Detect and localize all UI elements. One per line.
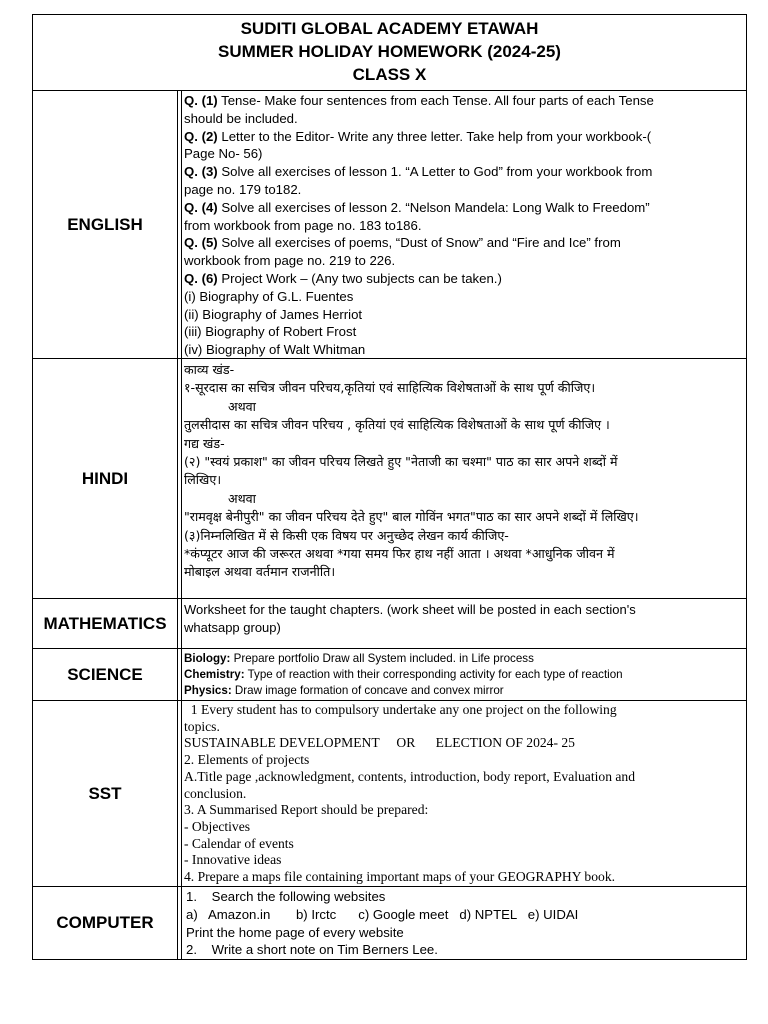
subject-science: SCIENCE <box>33 649 178 700</box>
english-line: page no. 179 to182. <box>184 181 302 197</box>
sst-tasks <box>184 702 742 886</box>
english-line: Q. (3) Solve all exercises of lesson 1. “A Letter to God” from your workbook from <box>184 164 653 180</box>
hindi-line: १-सूरदास का सचित्र जीवन परिचय,कृतियां एवं साहित्यिक विशेषताओं के साथ पूर्ण कीजिए। <box>184 380 596 396</box>
school-name: SUDITI GLOBAL ACADEMY ETAWAH <box>240 19 539 38</box>
subject-english: ENGLISH <box>33 91 178 358</box>
subject-hindi: HINDI <box>33 359 178 598</box>
english-line: workbook from page no. 219 to 226. <box>184 253 396 269</box>
column-divider <box>178 359 182 598</box>
computer-tasks <box>186 888 742 959</box>
english-line: from workbook from page no. 183 to186. <box>184 217 422 233</box>
computer-row <box>33 887 746 959</box>
hindi-line: तुलसीदास का सचित्र जीवन परिचय , कृतियां एवं साहित्यिक विशेषताओं के साथ पूर्ण कीजिए । <box>184 417 610 433</box>
hindi-line: मोबाइल अथवा वर्तमान राजनीति। <box>184 564 336 580</box>
column-divider <box>178 701 182 886</box>
column-divider <box>178 599 182 648</box>
computer-line: a) Amazon.in b) Irctc c) Google meet d) NPTEL e) UIDAI <box>186 906 579 922</box>
homework-table <box>32 14 747 960</box>
english-line: (iii) Biography of Robert Frost <box>184 324 357 340</box>
english-line: Page No- 56) <box>184 146 263 162</box>
english-row <box>33 91 746 359</box>
sst-row <box>33 701 746 887</box>
computer-line: 2. Write a short note on Tim Berners Lee. <box>186 942 438 958</box>
subject-sst: SST <box>33 701 178 886</box>
homework-title: SUMMER HOLIDAY HOMEWORK (2024-25) <box>218 42 561 61</box>
hindi-row <box>33 359 746 599</box>
subject-mathematics: MATHEMATICS <box>33 599 178 648</box>
hindi-line: (२) "स्वयं प्रकाश" का जीवन परिचय लिखते हुए "नेताजी का चश्मा" पाठ का सार अपने शब्दों में <box>184 454 618 470</box>
english-line: Q. (2) Letter to the Editor- Write any three letter. Take help from your workbook-( <box>184 128 652 144</box>
english-line: should be included. <box>184 110 298 126</box>
english-line: Q. (6) Project Work – (Any two subjects can be taken.) <box>184 270 502 286</box>
english-line: Q. (5) Solve all exercises of poems, “Dust of Snow” and “Fire and Ice” from <box>184 235 621 251</box>
column-divider <box>178 91 182 358</box>
hindi-line: लिखिए। <box>184 472 222 488</box>
hindi-line: (३)निम्नलिखित में से किसी एक विषय पर अनुच्छेद लेखन कार्य कीजिए- <box>184 527 509 543</box>
column-divider <box>178 887 182 959</box>
english-line: (i) Biography of G.L. Fuentes <box>184 288 354 304</box>
science-row <box>33 649 746 701</box>
sst-line: A.Title page ,acknowledgment, contents, introduction, body report, Evaluation and <box>184 768 636 784</box>
sst-line: SUSTAINABLE DEVELOPMENT OR ELECTION OF 2024- 25 <box>184 735 575 751</box>
hindi-line: "रामवृक्ष बेनीपुरी" का जीवन परिचय देते हुए" बाल गोविंन भगत"पाठ का सार अपने शब्दों में लिखिए। <box>184 509 639 525</box>
hindi-line: *कंप्यूटर आज की जरूरत अथवा *गया समय फिर हाथ नहीं आता । अथवा *आधुनिक जीवन में <box>184 546 615 562</box>
sst-line: 2. Elements of projects <box>184 752 310 768</box>
sst-line: conclusion. <box>184 785 247 801</box>
english-tasks <box>184 92 742 358</box>
english-line: Q. (1) Tense- Make four sentences from each Tense. All four parts of each Tense <box>184 93 654 108</box>
computer-line: 1. Search the following websites <box>186 889 386 904</box>
hindi-line: काव्य खंड- <box>184 362 235 377</box>
hindi-tasks <box>184 361 742 598</box>
english-line: Q. (4) Solve all exercises of lesson 2. “Nelson Mandela: Long Walk to Freedom” <box>184 199 650 215</box>
sst-line: 1 Every student has to compulsory undertake any one project on the following <box>184 702 617 717</box>
sst-line: - Objectives <box>184 818 251 834</box>
english-line: (iv) Biography of Walt Whitman <box>184 342 366 358</box>
mathematics-tasks <box>184 601 742 648</box>
science-tasks <box>184 651 742 700</box>
sst-line: - Calendar of events <box>184 835 294 851</box>
science-line: Biology: Prepare portfolio Draw all System included. in Life process <box>184 652 534 665</box>
sst-line: topics. <box>184 718 220 734</box>
sst-line: - Innovative ideas <box>184 852 282 868</box>
english-line: (ii) Biography of James Herriot <box>184 306 363 322</box>
computer-line: Print the home page of every website <box>186 924 404 940</box>
sst-line: 4. Prepare a maps file containing important maps of your GEOGRAPHY book. <box>184 869 616 885</box>
sst-line: 3. A Summarised Report should be prepared: <box>184 802 429 818</box>
science-line: Physics: Draw image formation of concave and convex mirror <box>184 684 504 698</box>
header <box>33 15 746 91</box>
class-label: CLASS X <box>352 65 427 84</box>
hindi-line: अथवा <box>228 490 256 506</box>
subject-computer: COMPUTER <box>33 887 178 959</box>
mathematics-row <box>33 599 746 649</box>
science-line: Chemistry: Type of reaction with their corresponding activity for each type of reaction <box>184 668 623 682</box>
column-divider <box>178 649 182 700</box>
hindi-line: अथवा <box>228 398 256 414</box>
mathematics-line: whatsapp group) <box>184 620 281 635</box>
mathematics-line: Worksheet for the taught chapters. (work sheet will be posted in each section's <box>184 602 636 617</box>
hindi-line: गद्य खंड- <box>184 435 225 451</box>
